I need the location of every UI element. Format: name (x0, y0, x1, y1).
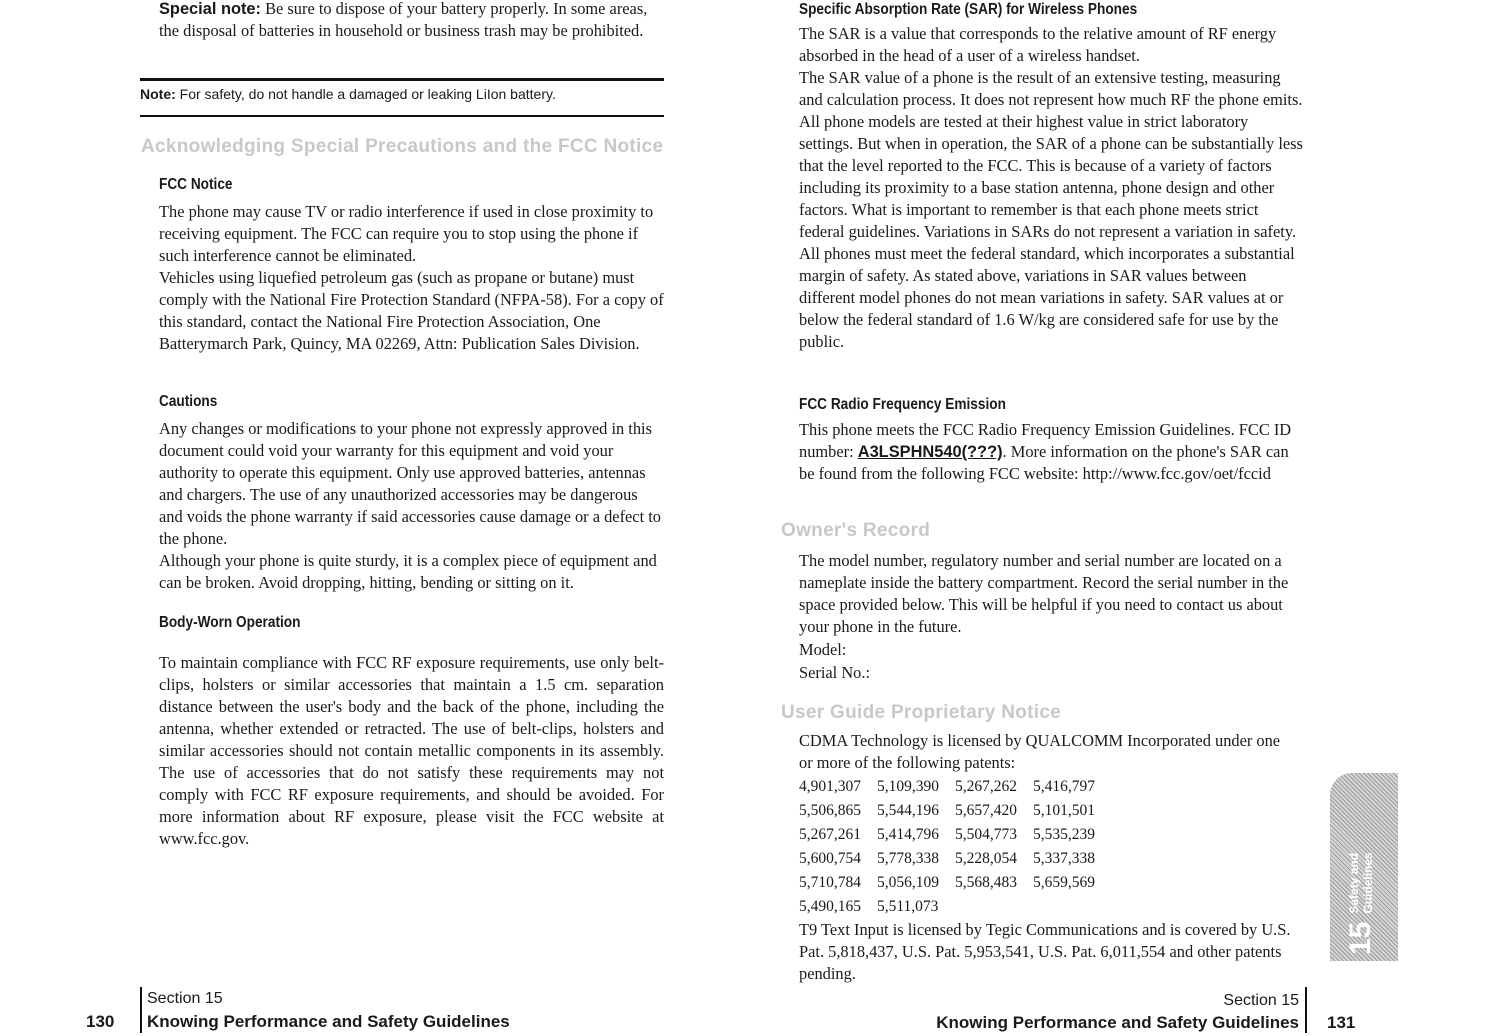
model-label: Model: (799, 640, 847, 659)
note-text: For safety, do not handle a damaged or leaking LiIon battery. (175, 86, 556, 102)
patent-number: 4,901,307 (799, 778, 861, 795)
patent-number: 5,544,196 (877, 802, 939, 819)
patent-number: 5,267,261 (799, 826, 861, 843)
fcc-notice-p1: The phone may cause TV or radio interference if used in close proximity to receiving equipment. The FCC can require you to stop using the phone if such interference cannot be eliminated. (159, 202, 654, 265)
side-tab-line1: Safety and (1347, 852, 1361, 914)
special-note-label: Special note: (159, 0, 262, 18)
note-rule-bottom (140, 115, 664, 117)
note-label: Note: (140, 86, 176, 102)
proprietary-p1: CDMA Technology is licensed by QUALCOMM Incorporated under one or more of the following patents: (799, 731, 1281, 772)
patent-number: 5,416,797 (1033, 778, 1095, 795)
patent-number: 5,568,483 (955, 874, 1017, 891)
proprietary-p2: T9 Text Input is licensed by Tegic Communications and is covered by U.S. Pat. 5,818,437, U.S. Pat. 5,953,541, U.S. Pat. 6,011,554 and other patents pending. (799, 920, 1291, 983)
cautions-section (159, 391, 664, 594)
patent-list (799, 775, 1304, 919)
rf-emission-section (799, 394, 1304, 485)
patent-number: 5,101,501 (1033, 802, 1095, 819)
rf-emission-p1 (799, 419, 1304, 485)
patent-number: 5,504,773 (955, 826, 1017, 843)
patent-row (799, 871, 1304, 895)
patent-row (799, 823, 1304, 847)
patent-number: 5,267,262 (955, 778, 1017, 795)
note-callout (140, 86, 556, 102)
patent-number: 5,600,754 (799, 850, 861, 867)
patent-number: 5,490,165 (799, 898, 861, 915)
note-rule-top (140, 78, 664, 81)
right-footer-bar (1305, 987, 1307, 1033)
patent-number: 5,535,239 (1033, 826, 1095, 843)
section-heading-precautions: Acknowledging Special Precautions and the FCC Notice (141, 136, 664, 157)
proprietary-section (799, 730, 1304, 985)
patent-number: 5,414,796 (877, 826, 939, 843)
fcc-notice-section (159, 174, 664, 355)
patent-number: 5,109,390 (877, 778, 939, 795)
owners-record-p1: The model number, regulatory number and serial number are located on a nameplate inside the battery compartment. Record the serial number in the space provided below. This will be helpful if you need to contact us about your phone in the future. (799, 551, 1289, 636)
side-tab-line2: Guidelines (1361, 852, 1375, 914)
patent-number: 5,710,784 (799, 874, 861, 891)
left-footer-bar (140, 987, 142, 1033)
sar-section (799, 0, 1304, 353)
patent-number: 5,659,569 (1033, 874, 1095, 891)
right-page-number: 131 (1327, 1013, 1356, 1032)
patent-number: 5,506,865 (799, 802, 861, 819)
sar-p3: All phones must meet the federal standard, which incorporates a substantial margin of safety. As stated above, variations in SAR values between different model phones do not mean variations in safety. SAR values at or below the federal standard of 1.6 W/kg are considered safe for use by the public. (799, 244, 1295, 351)
patent-row (799, 895, 1304, 919)
side-tab-number: 15 (1344, 921, 1377, 955)
sar-heading: Specific Absorption Rate (SAR) for Wireless Phones (799, 1, 1138, 18)
fcc-notice-p2: Vehicles using liquefied petroleum gas (such as propane or butane) must comply with the National Fire Protection Standard (NFPA-58). For a copy of this standard, contact the National Fire Protection Association, One Batterymarch Park, Quincy, MA 02269, Attn: Publication Sales Division. (159, 268, 664, 353)
patent-number: 5,778,338 (877, 850, 939, 867)
left-footer-title: Knowing Performance and Safety Guidelines (147, 1012, 510, 1031)
patent-number: 5,056,109 (877, 874, 939, 891)
cautions-p2: Although your phone is quite sturdy, it is a complex piece of equipment and can be broken. Avoid dropping, hitting, bending or sitting on it. (159, 551, 657, 592)
body-worn-heading: Body-Worn Operation (159, 614, 301, 631)
body-worn-section (159, 612, 664, 850)
owners-record-section (799, 550, 1304, 684)
section-heading-owners-record: Owner's Record (781, 520, 931, 541)
patent-row (799, 799, 1304, 823)
rf-emission-text-before: This phone meets the FCC Radio Frequency Emission Guidelines. FCC ID number: (799, 420, 1292, 461)
rf-emission-heading: FCC Radio Frequency Emission (799, 396, 1006, 413)
right-footer-section: Section 15 (1223, 992, 1299, 1009)
left-page-number: 130 (86, 1012, 115, 1031)
patent-number: 5,228,054 (955, 850, 1017, 867)
cautions-heading: Cautions (159, 393, 218, 410)
left-footer-section: Section 15 (147, 990, 223, 1007)
section-heading-proprietary: User Guide Proprietary Notice (781, 702, 1062, 723)
patent-number: 5,511,073 (877, 898, 939, 915)
patent-row (799, 847, 1304, 871)
sar-p2: The SAR value of a phone is the result of an extensive testing, measuring and calculation process. It does not represent how much RF the phone emits. All phone models are tested at their highest value in strict laboratory settings. But when in operation, the SAR of a phone can be substantially less that the level reported to the FCC. This is because of a variety of factors including its proximity to a base station antenna, phone design and other factors. What is important to remember is that each phone meets strict federal guidelines. Variations in SARs do not represent a variation in safety. (799, 68, 1303, 241)
fcc-id-link[interactable]: A3LSPHN540(???) (857, 443, 1003, 461)
special-note (159, 0, 664, 42)
body-worn-p1: To maintain compliance with FCC RF exposure requirements, use only belt-clips, holsters or similar accessories that maintain a 1.5 cm. separation distance between the user's body and the back of the phone, including the antenna, whether extended or retracted. The use of belt-clips, holsters and similar accessories should not contain metallic components in its assembly. The use of accessories that do not satisfy these requirements may not comply with FCC RF exposure requirements, and should be avoided. For more information about RF exposure, please visit the FCC website at www.fcc.gov. (159, 653, 664, 848)
rf-emission-text-after: . More information on the phone's SAR can be found from the following FCC website: http://www.fcc.gov/oet/fccid (799, 442, 1289, 483)
cautions-p1: Any changes or modifications to your phone not expressly approved in this document could void your warranty for this equipment and void your authority to operate this equipment. Only use approved batteries, antennas and chargers. The use of any unauthorized accessories may be dangerous and voids the phone warranty if said accessories cause damage or a defect to the phone. (159, 419, 661, 548)
special-note-text: Be sure to dispose of your battery properly. In some areas, the disposal of batteries in household or business trash may be prohibited. (159, 0, 648, 40)
section-side-tab-label (1346, 852, 1376, 955)
sar-p1: The SAR is a value that corresponds to the relative amount of RF energy absorbed in the head of a user of a wireless handset. (799, 24, 1277, 65)
fcc-notice-heading: FCC Notice (159, 176, 233, 193)
right-footer-title: Knowing Performance and Safety Guidelines (936, 1013, 1299, 1032)
patent-number: 5,657,420 (955, 802, 1017, 819)
serial-label: Serial No.: (799, 663, 871, 682)
patent-row (799, 775, 1304, 799)
patent-number: 5,337,338 (1033, 850, 1095, 867)
